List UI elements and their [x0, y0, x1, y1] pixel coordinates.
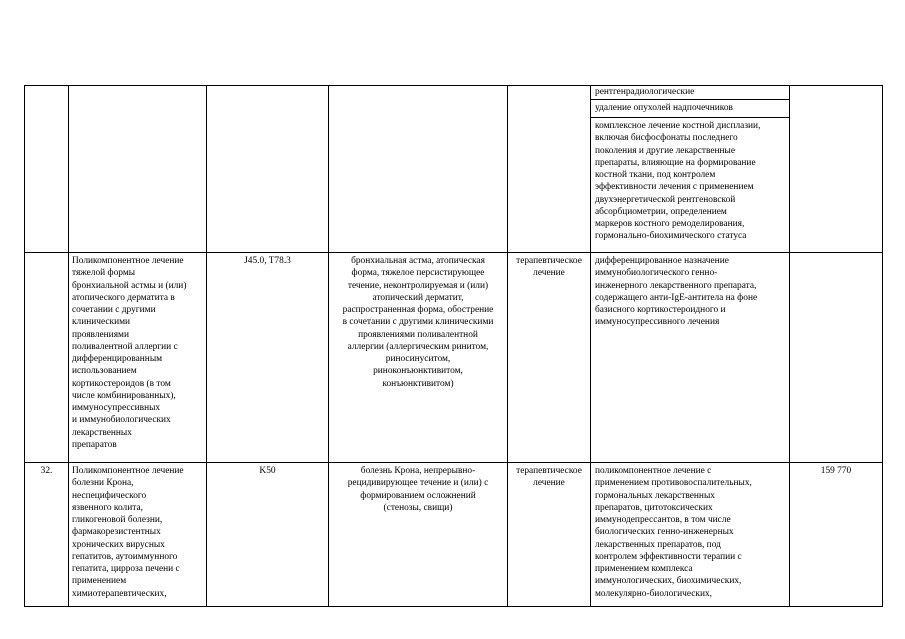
- method-cell: удаление опухолей надпочечников: [595, 103, 733, 113]
- disease-name-cell: Поликомпонентное лечение болезни Крона, неспецифического язвенного колита, гликогеновой болезни, фармакорезистентных хронических вирусных гепатитов, аутоиммунного гепатита, цирроза печени с применением химиотерапевтических,: [72, 466, 184, 599]
- patient-model-cell: болезнь Крона, непрерывно- рецидивирующее течение и (или) с формированием осложнений (стенозы, свищи): [347, 466, 489, 513]
- treatment-type-cell: терапевтическое лечение: [516, 466, 582, 489]
- method-cell: рентгенрадиологические: [595, 87, 695, 97]
- cost-cell: 159 770: [820, 466, 852, 476]
- disease-name-cell: Поликомпонентное лечение тяжелой формы бронхиальной астмы и (или) атопического дерматита в сочетании с другими клиническими проявлениями поливалентной аллергии с дифференцированным использованием кортикостероидов (в том числе комбинированных), иммуносупрессивных и иммунобиологических лекарственных препаратов: [72, 256, 187, 450]
- treatment-type-cell: терапевтическое лечение: [516, 256, 582, 279]
- icd-code-cell: K50: [259, 466, 276, 476]
- method-cell: комплексное лечение костной дисплазии, включая бисфосфонаты последнего поколения и другие лекарственные препараты, влияющие на формирование костной ткани, под контролем эффективности лечения с применением двухэнергетической рентгеновской абсорбциометрии, определением маркеров костного ремоделирования, гормонально-биохимического статуса: [595, 121, 761, 242]
- row-number-cell: 32.: [40, 466, 53, 476]
- patient-model-cell: бронхиальная астма, атопическая форма, тяжелое персистирующее течение, неконтролируемая и (или) атопический дерматит, распространенная форма, обострение в сочетании с другими клиническими проявлениями поливалентной аллергии (аллергическим ринитом, риносинуситом, риноконъюнктивитом, конъюнктивитом): [342, 256, 494, 389]
- icd-code-cell: J45.0, T78.3: [244, 256, 291, 266]
- treatment-method-cell: поликомпонентное лечение с применением противовоспалительных, гормональных лекарственных препаратов, цитотоксических иммунодепрессантов, в том числе биологических генно-инженерных лекарственных препаратов, под контролем эффективности терапии с применением комплекса иммунологических, биохимических, молекулярно-биологических,: [595, 466, 752, 599]
- treatment-method-cell: дифференцированное назначение иммунобиологического генно- инженерного лекарственного препарата, содержащего анти-IgE-антитела на фоне базисного кортикостероидного и иммуносупрессивного лечения: [595, 256, 758, 328]
